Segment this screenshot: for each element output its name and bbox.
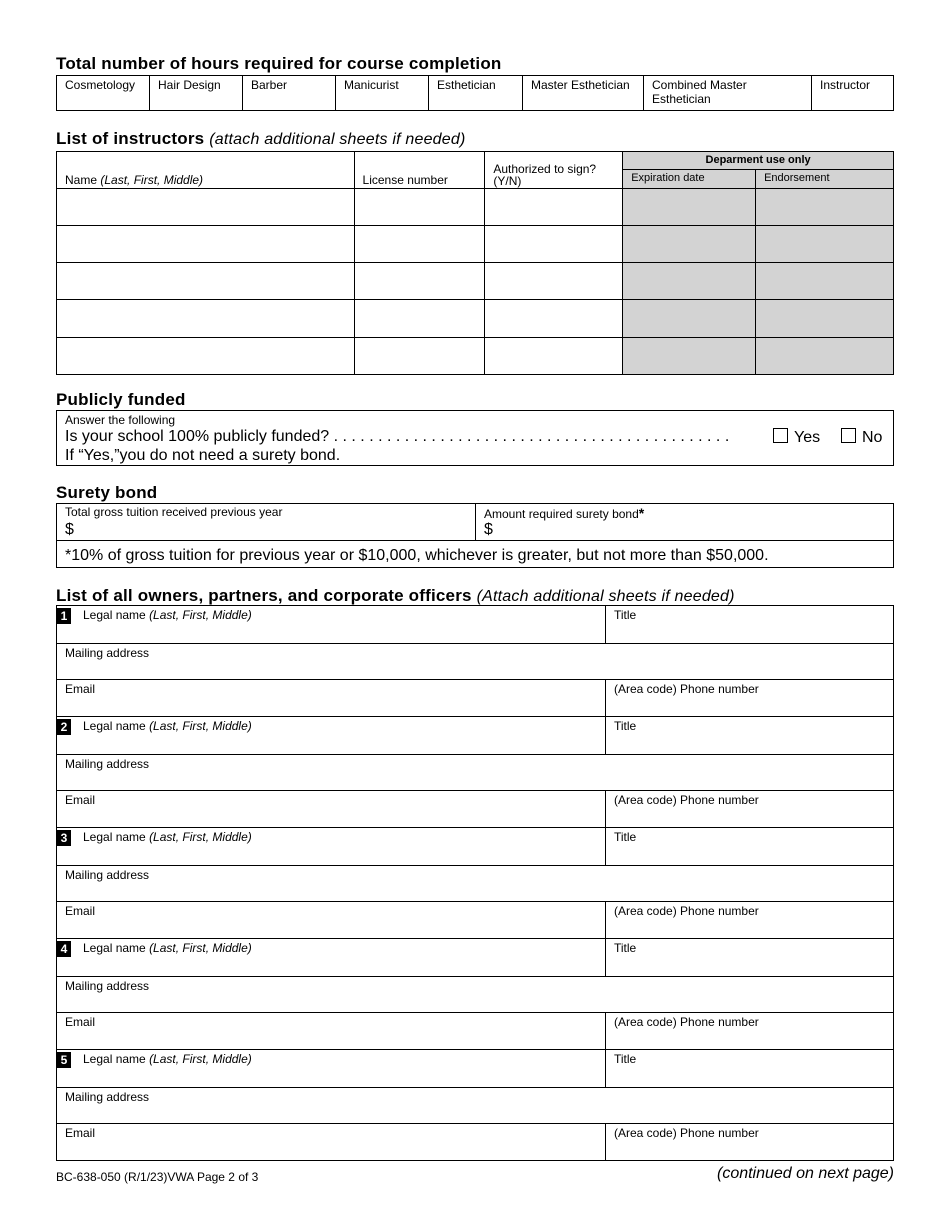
form-id: BC-638-050 (R/1/23)VWA Page 2 of 3	[56, 1170, 259, 1184]
name-input[interactable]	[57, 338, 355, 375]
name-input[interactable]	[57, 263, 355, 300]
exp-cell	[623, 300, 756, 338]
name-input[interactable]	[57, 300, 355, 338]
owner-number: 3	[57, 830, 71, 846]
phone-field[interactable]: (Area code) Phone number	[614, 1015, 759, 1029]
exp-cell	[623, 263, 756, 300]
name-input[interactable]	[57, 189, 355, 226]
yes-checkbox[interactable]	[773, 428, 788, 443]
title-field[interactable]: Title	[614, 830, 637, 844]
col-name-header: Name (Last, First, Middle)	[57, 152, 355, 189]
col-exp-header: Expiration date	[623, 170, 756, 189]
public-heading: Publicly funded	[56, 390, 186, 409]
email-field[interactable]: Email	[57, 1013, 606, 1049]
legal-name-field[interactable]: 1 Legal name (Last, First, Middle)	[57, 606, 606, 643]
table-row	[57, 300, 894, 338]
legal-name-field[interactable]: 4 Legal name (Last, First, Middle)	[57, 939, 606, 976]
title-field[interactable]: Title	[614, 608, 637, 622]
endorse-cell	[756, 226, 894, 263]
email-field[interactable]: Email	[57, 680, 606, 716]
auth-input[interactable]	[485, 189, 623, 226]
hours-cell[interactable]: Manicurist	[336, 76, 429, 110]
license-input[interactable]	[354, 263, 485, 300]
license-input[interactable]	[354, 338, 485, 375]
table-row	[57, 263, 894, 300]
phone-field[interactable]: (Area code) Phone number	[614, 682, 759, 696]
table-row	[57, 189, 894, 226]
col-auth-header: Authorized to sign? (Y/N)	[485, 152, 623, 189]
license-input[interactable]	[354, 226, 485, 263]
bond-amount-field[interactable]	[476, 504, 893, 541]
dollar-sign: $	[484, 521, 493, 538]
title-field[interactable]: Title	[614, 941, 637, 955]
endorse-cell	[756, 338, 894, 375]
surety-box	[56, 503, 894, 568]
no-checkbox[interactable]	[841, 428, 856, 443]
answer-label: Answer the following	[65, 413, 176, 427]
mailing-address-field[interactable]: Mailing address	[57, 1088, 893, 1124]
owner-block	[56, 717, 894, 828]
dept-use-header: Deparment use only	[623, 152, 894, 170]
email-field[interactable]: Email	[57, 1124, 606, 1160]
hours-table	[56, 75, 894, 111]
license-input[interactable]	[354, 189, 485, 226]
owner-block	[56, 1050, 894, 1161]
owner-block	[56, 605, 894, 717]
public-box	[56, 410, 894, 466]
title-field[interactable]: Title	[614, 719, 637, 733]
gross-tuition-label: Total gross tuition received previous year	[65, 505, 283, 519]
email-field[interactable]: Email	[57, 791, 606, 827]
hours-cell[interactable]: Master Esthetician	[523, 76, 644, 110]
email-field[interactable]: Email	[57, 902, 606, 938]
exp-cell	[623, 189, 756, 226]
owners-table	[56, 605, 894, 1161]
exp-cell	[623, 338, 756, 375]
legal-name-field[interactable]: 5 Legal name (Last, First, Middle)	[57, 1050, 606, 1087]
endorse-cell	[756, 263, 894, 300]
hours-cell[interactable]: Instructor	[820, 78, 871, 92]
legal-name-field[interactable]: 3 Legal name (Last, First, Middle)	[57, 828, 606, 865]
hours-cell[interactable]: Esthetician	[429, 76, 523, 110]
public-question: Is your school 100% publicly funded? . . . . . . . . . . . . . . . . . . . . . . . . . . . . . . . . . . . . . . . . . . . . .	[65, 428, 730, 445]
col-license-header: License number	[354, 152, 485, 189]
license-input[interactable]	[354, 300, 485, 338]
owner-block	[56, 828, 894, 939]
table-row	[57, 338, 894, 375]
bond-amount-label: Amount required surety bond*	[484, 505, 645, 521]
instructors-heading: List of instructors (attach additional sheets if needed)	[56, 129, 466, 148]
endorse-cell	[756, 300, 894, 338]
owner-number: 1	[57, 608, 71, 624]
title-field[interactable]: Title	[614, 1052, 637, 1066]
table-row	[57, 226, 894, 263]
dollar-sign: $	[65, 521, 74, 538]
name-input[interactable]	[57, 226, 355, 263]
mailing-address-field[interactable]: Mailing address	[57, 866, 893, 902]
continued-note: (continued on next page)	[716, 1165, 894, 1182]
auth-input[interactable]	[485, 300, 623, 338]
owner-block	[56, 939, 894, 1050]
phone-field[interactable]: (Area code) Phone number	[614, 904, 759, 918]
phone-field[interactable]: (Area code) Phone number	[614, 793, 759, 807]
gross-tuition-field[interactable]	[57, 504, 476, 541]
col-endorse-header: Endorsement	[756, 170, 894, 189]
auth-input[interactable]	[485, 338, 623, 375]
mailing-address-field[interactable]: Mailing address	[57, 644, 893, 680]
hours-heading: Total number of hours required for course completion	[56, 54, 502, 73]
hours-cell[interactable]: Combined Master Esthetician	[644, 76, 812, 110]
auth-input[interactable]	[485, 226, 623, 263]
leader-dots: . . . . . . . . . . . . . . . . . . . . . . . . . . . . . . . . . . . . . . . . . . . . .	[333, 428, 730, 445]
phone-field[interactable]: (Area code) Phone number	[614, 1126, 759, 1140]
owner-number: 4	[57, 941, 71, 957]
owner-number: 5	[57, 1052, 71, 1068]
no-option[interactable]: No	[841, 428, 882, 447]
exp-cell	[623, 226, 756, 263]
hours-cell[interactable]: Barber	[243, 76, 336, 110]
surety-heading: Surety bond	[56, 483, 158, 502]
owner-number: 2	[57, 719, 71, 735]
legal-name-field[interactable]: 2 Legal name (Last, First, Middle)	[57, 717, 606, 754]
yes-option[interactable]: Yes	[773, 428, 820, 447]
mailing-address-field[interactable]: Mailing address	[57, 755, 893, 791]
surety-footnote: *10% of gross tuition for previous year or $10,000, whichever is greater, but not more than $50,000.	[65, 547, 769, 564]
hours-cell[interactable]: Hair Design	[150, 76, 243, 110]
hours-cell[interactable]: Cosmetology	[57, 76, 150, 110]
owners-heading: List of all owners, partners, and corporate officers (Attach additional sheets if needed)	[56, 586, 735, 605]
public-note: If “Yes,”you do not need a surety bond.	[65, 447, 341, 464]
endorse-cell	[756, 189, 894, 226]
instructors-table	[56, 151, 894, 375]
mailing-address-field[interactable]: Mailing address	[57, 977, 893, 1013]
auth-input[interactable]	[485, 263, 623, 300]
